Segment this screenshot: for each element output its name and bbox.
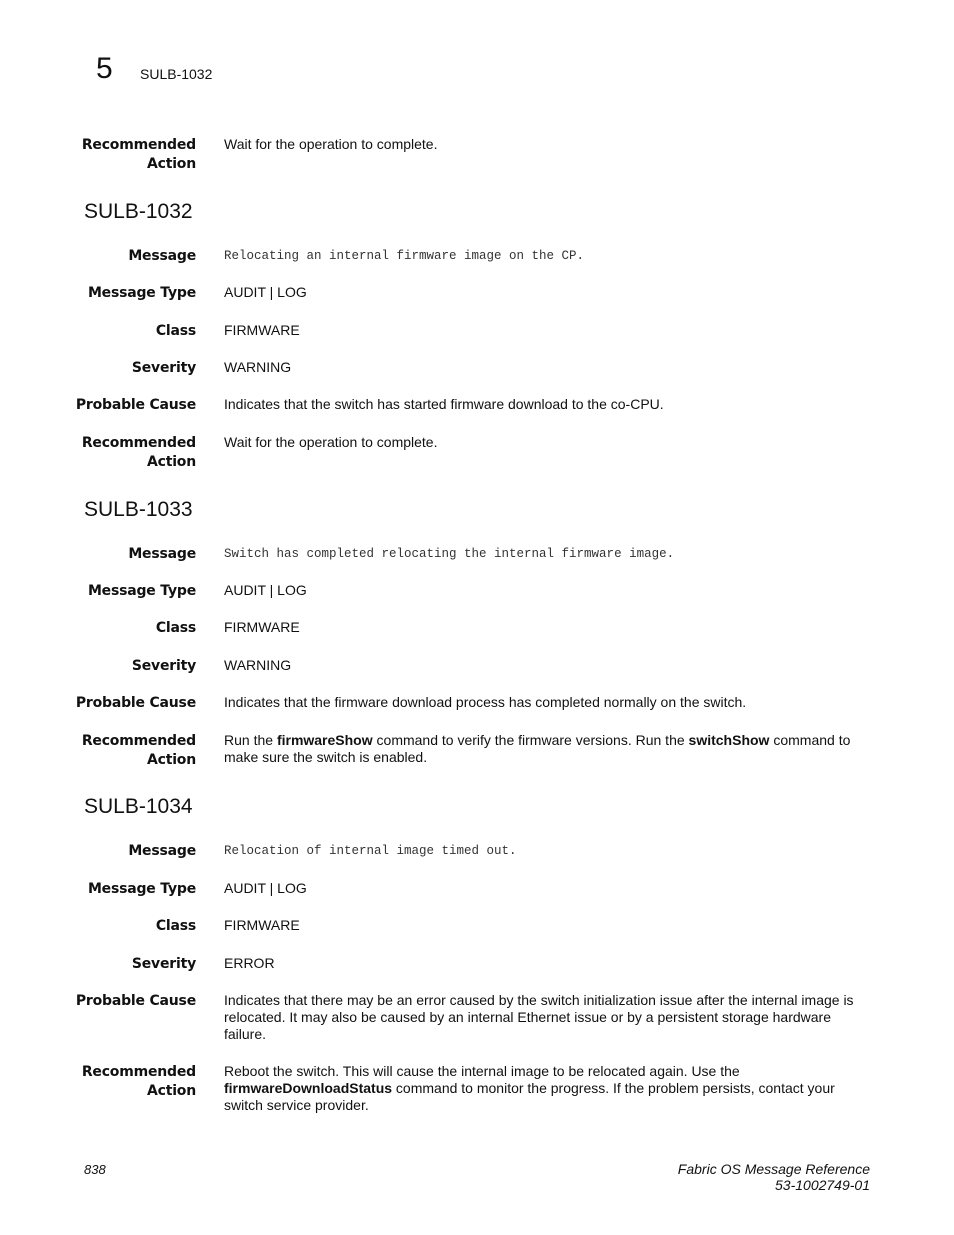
field-label: Message [128,843,196,859]
message-text: Switch has completed relocating the internal firmware image. [224,547,675,561]
field-label: Recommended Action [81,137,196,172]
field-label: Class [155,918,196,934]
field-value: AUDIT | LOG [224,284,307,300]
field-label: Recommended Action [81,1064,196,1099]
footer-info [678,1161,870,1193]
field-value: FIRMWARE [224,917,300,933]
field-value: Indicates that the switch has started firmware download to the co-CPU. [224,396,664,412]
doc-number: 53-1002749-01 [775,1177,870,1193]
command-name: firmwareShow [276,732,373,748]
field-value: ERROR [224,955,275,971]
section-heading: SULB-1032 [84,200,193,223]
section-heading: SULB-1034 [84,795,193,818]
field-value: WARNING [224,359,292,375]
field-label: Recommended Action [81,733,196,768]
field-value: Run the firmwareShow command to verify the firmware versions. Run the switchShow command to make sure the switch is enabled. [224,732,851,765]
field-value: AUDIT | LOG [224,880,307,896]
field-value: FIRMWARE [224,322,300,338]
field-label: Severity [131,956,196,972]
field-label: Severity [131,658,196,674]
field-value: Reboot the switch. This will cause the internal image to be relocated again. Use the firmwareDownloadStatus command to monitor the progress. If the problem persists, contact your switch service provider. [224,1063,835,1113]
field-label: Class [155,620,196,636]
field-label: Class [155,323,196,339]
chapter-number: 5 [96,52,113,85]
command-name: firmwareDownloadStatus [224,1080,393,1096]
field-label: Message Type [87,881,196,897]
field-label: Recommended Action [81,435,196,470]
field-value: Wait for the operation to complete. [224,136,438,152]
message-text: Relocation of internal image timed out. [224,844,517,858]
field-value: Wait for the operation to complete. [224,434,438,450]
field-label: Severity [131,360,196,376]
field-label: Message [128,248,196,264]
field-value: FIRMWARE [224,619,300,635]
field-value: Indicates that there may be an error caused by the switch initialization issue after the internal image is relocated. It may also be caused by an internal Ethernet issue or by a persistent storage hardware failure. [224,992,854,1042]
section-heading: SULB-1033 [84,498,193,521]
field-label: Message Type [87,285,196,301]
field-label: Probable Cause [75,397,196,413]
field-label: Probable Cause [75,695,196,711]
book-title: Fabric OS Message Reference [677,1161,870,1177]
field-label: Message [128,546,196,562]
field-value: WARNING [224,657,292,673]
field-label: Message Type [87,583,196,599]
running-head: SULB-1032 [140,66,213,82]
field-value: AUDIT | LOG [224,582,307,598]
command-name: switchShow [688,732,770,748]
field-value: Indicates that the firmware download process has completed normally on the switch. [224,694,747,710]
field-label: Probable Cause [75,993,196,1009]
page-number: 838 [84,1162,106,1177]
message-text: Relocating an internal firmware image on the CP. [224,249,585,263]
